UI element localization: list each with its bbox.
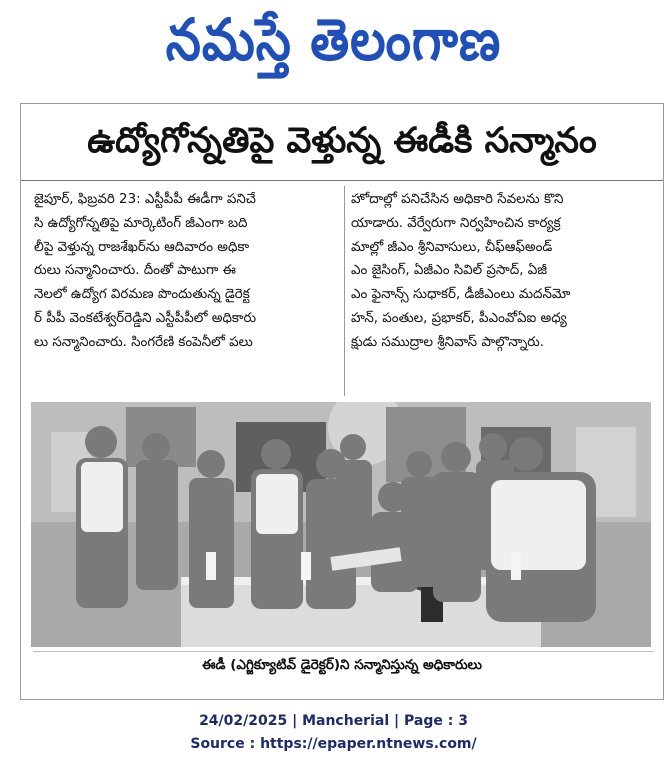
body-line: యాడారు. వేర్వేరుగా నిర్వహించిన కార్యక్ర — [351, 215, 561, 231]
masthead-title: నమస్తే తెలంగాణ — [165, 6, 502, 74]
body-line: జైపూర్, ఫిబ్రవరి 23: ఎస్టీపీపీ ఈడీగా పనిచే — [34, 192, 256, 207]
body-line: రులు సన్మానించారు. దీంతో పాటుగా ఈ — [34, 263, 236, 279]
article-headline-box — [21, 114, 663, 176]
body-line: సి ఉద్యోగోన్నతిపై మార్కెటింగ్ జీఎంగా బది — [34, 215, 248, 231]
body-line: ఎం ఫైనాన్స్ సుధాకర్, డీజీఎంలు మదన్‌మో — [351, 287, 571, 303]
body-line: ఎం జైసింగ్, ఏజీఎం సివిల్ ప్రసాద్, ఏజీ — [351, 263, 548, 279]
body-line: హోదాల్లో పనిచేసిన అధికారి సేవలను కొని — [351, 192, 564, 207]
body-line: లీపై వెళ్తున్న రాజశేఖర్‌ను ఆదివారం అధికా — [34, 239, 250, 255]
column-divider — [344, 186, 345, 396]
photo-caption: ఈడీ (ఎగ్జిక్యూటివ్ డైరెక్టర్)ని సన్మానిస్తున్న అధికారులు — [202, 657, 482, 673]
article-right-column — [351, 188, 651, 355]
body-line: మాల్లో జీఎం శ్రీనివాసులు, చీఫ్‌ఆఫ్‌అండ్ — [351, 239, 553, 255]
source-link[interactable]: Source : https://epaper.ntnews.com/ — [190, 736, 477, 752]
body-line: నెలలో ఉద్యోగ విరమణ పొందుతున్న డైరెక్ట — [34, 287, 250, 303]
caption-divider — [33, 651, 653, 652]
edition-info: 24/02/2025 | Mancherial | Page : 3 — [199, 713, 468, 729]
body-line: హన్, పంతుల, ప్రభాకర్, పీఎంవోఏఐ అధ్య — [351, 310, 567, 326]
article-photo — [31, 402, 651, 647]
photo-illustration — [31, 402, 651, 647]
newspaper-masthead — [0, 0, 667, 95]
body-line: ర్ పీపీ వెంకటేశ్వర్‌రెడ్డిని ఎస్టీపీపీలో అధికారు — [34, 310, 257, 326]
body-line: లు సన్మానించారు. సింగరేణి కంపెనీలో పలు — [34, 334, 253, 350]
article-left-column — [34, 188, 338, 355]
article-headline: ఉద్యోగోన్నతిపై వెళ్తున్న ఈడీకి సన్మానం — [87, 121, 597, 161]
article-clipping — [20, 103, 664, 700]
headline-divider — [21, 180, 663, 181]
body-line: క్షుడు సముద్రాల శ్రీనివాస్ పాల్గొన్నారు. — [351, 334, 545, 350]
